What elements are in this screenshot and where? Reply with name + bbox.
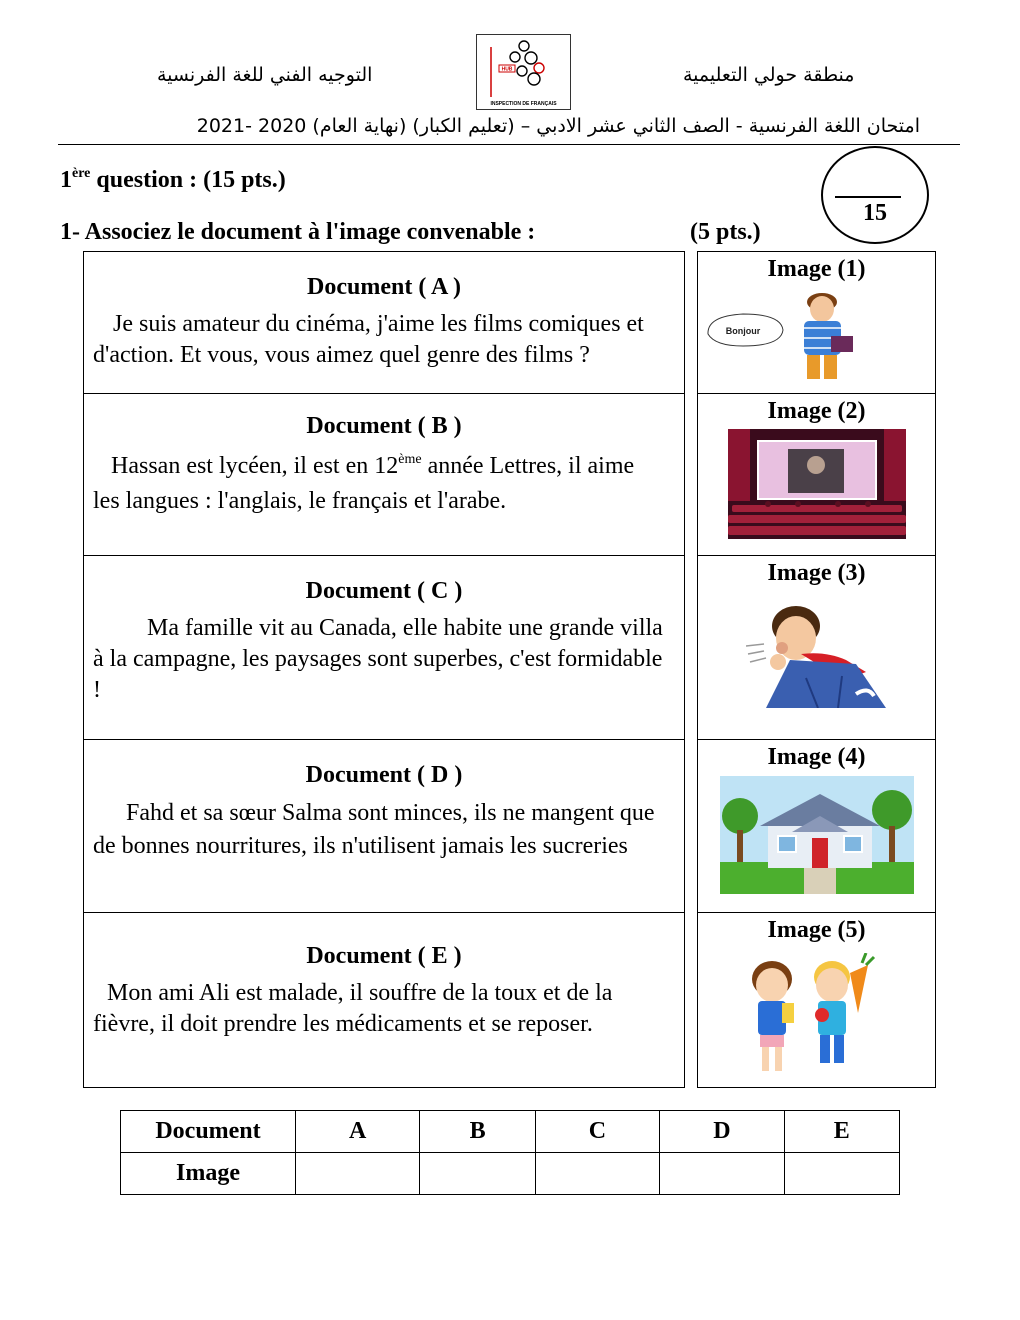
sick-man-picture	[746, 596, 891, 708]
document-e	[84, 913, 684, 1087]
image-2	[698, 394, 935, 556]
image-1	[698, 252, 935, 394]
image-title: Image (3)	[767, 560, 866, 586]
image-3	[698, 556, 935, 740]
question-heading	[60, 166, 286, 194]
document-title: Document ( D )	[305, 762, 463, 788]
score-line	[835, 196, 901, 198]
answer-table	[120, 1110, 900, 1195]
score-total: 15	[863, 200, 887, 226]
logo-circles-icon	[477, 35, 570, 109]
table-header-cell: B	[420, 1111, 535, 1153]
document-text-pre: Hassan est lycéen, il est en 12	[111, 453, 399, 479]
document-a	[84, 252, 684, 394]
document-text-post: année Lettres, il aime les langues : l'anglais, le français et l'arabe.	[93, 453, 635, 514]
table-header-cell: C	[535, 1111, 659, 1153]
document-title: Document ( C )	[305, 578, 463, 604]
table-header-cell: Document	[121, 1111, 296, 1153]
image-4	[698, 740, 935, 913]
question-ordinal-sup: ère	[72, 166, 91, 181]
inspection-logo	[476, 34, 571, 110]
image-5	[698, 913, 935, 1087]
document-title: Document ( A )	[307, 274, 461, 300]
document-title: Document ( B )	[306, 413, 462, 439]
documents-column	[83, 251, 685, 1088]
logo-label: INSPECTION DE FRANÇAIS	[490, 101, 557, 107]
header-right: منطقة حولي التعليمية	[683, 64, 855, 86]
table-header-cell: A	[296, 1111, 420, 1153]
document-text: Je suis amateur du cinéma, j'aime les films comiques et d'action. Et vous, vous aimez quel genre des films ?	[93, 311, 644, 368]
healthy-kids-picture	[738, 953, 878, 1078]
table-header-cell: E	[784, 1111, 899, 1153]
table-row	[121, 1153, 900, 1195]
house-picture	[720, 776, 914, 894]
document-c	[84, 556, 684, 740]
document-text: Mon ami Ali est malade, il souffre de la toux et de la fièvre, il doit prendre les médicaments et se reposer.	[93, 980, 613, 1037]
document-text: Ma famille vit au Canada, elle habite une grande villa à la campagne, les paysages sont superbes, c'est formidable !	[93, 615, 663, 703]
header-left: التوجيه الفني للغة الفرنسية	[157, 64, 373, 86]
answer-cell-e[interactable]	[784, 1153, 899, 1195]
greeting-boy-picture	[703, 286, 868, 381]
logo-badge: HUB	[501, 66, 513, 73]
question-label: question : (15 pts.)	[90, 167, 286, 193]
image-title: Image (5)	[767, 917, 866, 943]
question-ordinal: 1	[60, 167, 72, 193]
answer-cell-b[interactable]	[420, 1153, 535, 1195]
speech-bubble-text: Bonjour	[725, 326, 761, 336]
document-text-sup: ème	[398, 452, 422, 467]
document-title: Document ( E )	[306, 943, 462, 969]
subquestion-points: (5 pts.)	[690, 219, 761, 245]
score-circle	[821, 146, 929, 244]
table-row	[121, 1111, 900, 1153]
image-title: Image (4)	[767, 744, 866, 770]
document-text	[93, 449, 644, 519]
document-b	[84, 394, 684, 556]
header-divider	[58, 144, 960, 145]
document-d	[84, 740, 684, 913]
image-title: Image (1)	[767, 256, 866, 282]
answer-cell-d[interactable]	[660, 1153, 784, 1195]
document-text: Fahd et sa sœur Salma sont minces, ils ne mangent que de bonnes nourritures, ils n'utilisent jamais les sucreries	[93, 800, 655, 859]
exam-subtitle: امتحان اللغة الفرنسية - الصف الثاني عشر الادبي – (تعليم الكبار) (نهاية العام) 2020 -2021	[196, 115, 920, 137]
table-header-cell: D	[660, 1111, 784, 1153]
answer-cell-c[interactable]	[535, 1153, 659, 1195]
table-row-label: Image	[121, 1153, 296, 1195]
subquestion-label: 1- Associez le document à l'image convenable :	[60, 219, 536, 245]
cinema-picture	[728, 429, 906, 539]
images-column	[697, 251, 936, 1088]
image-title: Image (2)	[767, 398, 866, 424]
answer-cell-a[interactable]	[296, 1153, 420, 1195]
